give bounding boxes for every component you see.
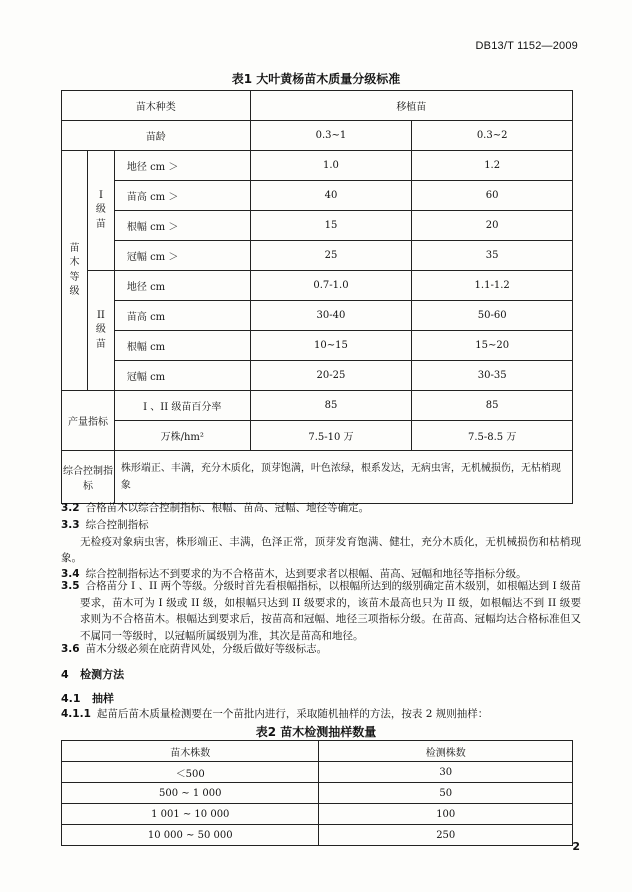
table-row (62, 181, 573, 211)
cell: 25 (250, 241, 412, 271)
row-label: 根幅 cm ＞ (114, 211, 250, 241)
cell: 85 (412, 391, 573, 421)
overall-text: 株形端正、丰满，充分木质化，顶芽饱满，叶色浓绿，根系发达，无病虫害，无机械损伤，无枯梢现象 (114, 451, 572, 504)
table-row (62, 331, 573, 361)
table-row (62, 241, 573, 271)
table2-caption: 表2 苗木检测抽样数量 (255, 725, 377, 739)
row-label: 万株/hm² (114, 421, 250, 451)
cell: 1.2 (412, 151, 573, 181)
row-label: 冠幅 cm (114, 361, 250, 391)
table1-caption: 表1 大叶黄杨苗木质量分级标准 (231, 72, 401, 86)
cell: 20-25 (250, 361, 412, 391)
cell: 7.5-8.5 万 (412, 421, 573, 451)
table-row (62, 421, 573, 451)
header-cell: 苗木株数 (62, 741, 319, 762)
table-row (62, 783, 573, 804)
cell: 0.3∼2 (412, 121, 573, 151)
overall-label: 综合控制指标 (62, 451, 115, 504)
header-cell: 苗木种类 (62, 91, 251, 121)
cell: 0.3∼1 (250, 121, 412, 151)
cell: 50-60 (412, 301, 573, 331)
header-cell: 移植苗 (250, 91, 572, 121)
section-4-heading: 4 检测方法 (61, 668, 125, 681)
sampling-table (61, 740, 573, 846)
cell: 35 (412, 241, 573, 271)
cell: 100 (319, 804, 573, 825)
row-label: 地径 cm ＞ (114, 151, 250, 181)
cell: 30-40 (250, 301, 412, 331)
row-label: 根幅 cm (114, 331, 250, 361)
cell: 15 (250, 211, 412, 241)
table-row (62, 211, 573, 241)
standard-code: DB13/T 1152—2009 (475, 40, 578, 52)
table-row (62, 825, 573, 846)
cell: 1.0 (250, 151, 412, 181)
cell: 250 (319, 825, 573, 846)
table-row (62, 451, 573, 504)
table-row (62, 121, 573, 151)
table-row (62, 91, 573, 121)
section-4-1-heading: 4.1 抽样 (61, 692, 114, 705)
table-row (62, 151, 573, 181)
row-label: 苗高 cm ＞ (114, 181, 250, 211)
clause-3-2: 3.2 合格苗木以综合控制指标、根幅、苗高、冠幅、地径等确定。 (61, 502, 370, 514)
cell: 40 (250, 181, 412, 211)
table-row (62, 391, 573, 421)
table-row (62, 804, 573, 825)
cell: 1 001 ∼ 10 000 (62, 804, 319, 825)
cell: ＜500 (62, 762, 319, 783)
cell: 30-35 (412, 361, 573, 391)
table-row (62, 762, 573, 783)
header-cell: 检测株数 (319, 741, 573, 762)
grading-standard-table (61, 90, 573, 504)
cell: 30 (319, 762, 573, 783)
clause-3-5: 3.5 合格苗分 I 、II 两个等级。分级时首先看根幅指标，以根幅所达到的级别确定苗木级别，如根幅达到 I 级苗要求，苗木可为 I 级或 II 级，如根幅只达到 II 级要求的，该苗木最高也只为 II 级，如根幅达不到 II 级要求则为不合格苗木。根幅达到要求后，按苗高和冠幅、地径三项指标分级。在苗高、冠幅均达合格标准但又不属同一等级时，以冠幅所属级别为准，其次是苗高和地径。 (61, 580, 581, 642)
grade-2-label: II 级 苗 (87, 271, 114, 391)
clause-3-6: 3.6 苗木分级必须在庇荫背风处，分级后做好等级标志。 (61, 643, 328, 655)
clause-4-1-1: 4.1.1 起苗后苗木质量检测要在一个苗批内进行，采取随机抽样的方法，按表 2 规则抽样： (61, 708, 489, 720)
row-label: 冠幅 cm ＞ (114, 241, 250, 271)
grade-1-label: I 级 苗 (87, 151, 114, 271)
cell: 50 (319, 783, 573, 804)
table-row (62, 301, 573, 331)
yield-label: 产量指标 (62, 391, 115, 451)
table-row (62, 361, 573, 391)
cell: 15∼20 (412, 331, 573, 361)
cell: 500 ∼ 1 000 (62, 783, 319, 804)
row-label: I 、II 级苗百分率 (114, 391, 250, 421)
cell: 85 (250, 391, 412, 421)
row-label: 地径 cm (114, 271, 250, 301)
table-row (62, 271, 573, 301)
page-number: 2 (572, 840, 580, 853)
cell: 10 000 ∼ 50 000 (62, 825, 319, 846)
row-label: 苗龄 (62, 121, 251, 151)
row-label: 苗高 cm (114, 301, 250, 331)
cell: 7.5-10 万 (250, 421, 412, 451)
cell: 60 (412, 181, 573, 211)
clause-3-3: 3.3 综合控制指标 无检疫对象病虫害，株形端正、丰满，色泽正常，顶芽发育饱满、健壮，充分木质化，无机械损伤和枯梢现象。 (61, 519, 581, 564)
cell: 10∼15 (250, 331, 412, 361)
grade-group-label: 苗 木 等 级 (62, 151, 88, 391)
clause-3-4: 3.4 综合控制指标达不到要求的为不合格苗木，达到要求者以根幅、苗高、冠幅和地径等指标分级。 (61, 568, 527, 580)
cell: 0.7-1.0 (250, 271, 412, 301)
cell: 20 (412, 211, 573, 241)
table-row (62, 741, 573, 762)
cell: 1.1-1.2 (412, 271, 573, 301)
